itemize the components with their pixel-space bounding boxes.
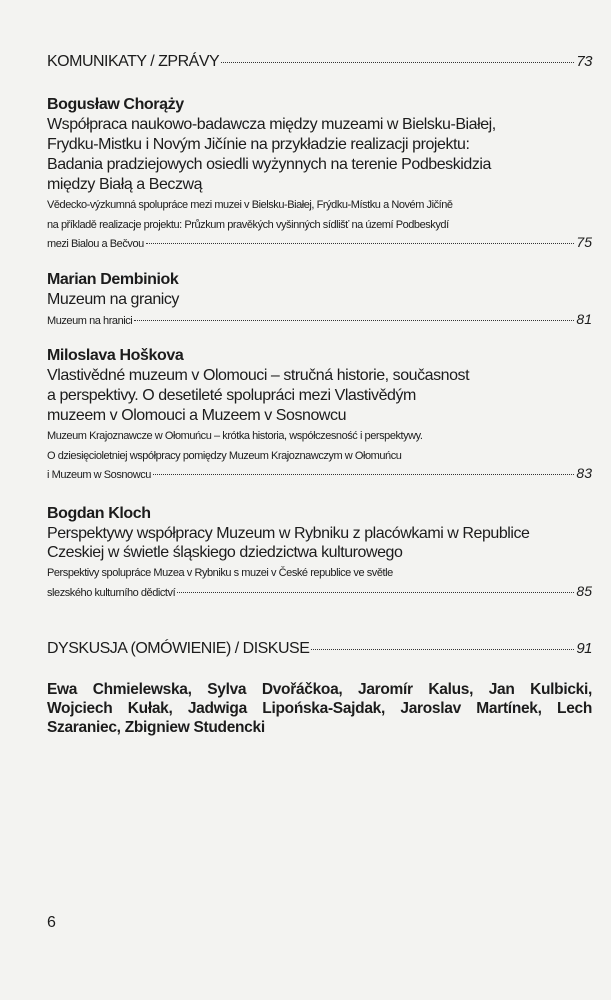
page-ref: 83 (576, 465, 592, 481)
page-ref: 81 (576, 311, 592, 327)
entry-title-line: między Białą a Beczwą (47, 176, 203, 193)
entry-subtitle-line: Muzeum na hranici (47, 315, 133, 327)
participants-line: Szaraniec, Zbigniew Studencki (47, 719, 265, 736)
entry-subtitle-line: slezského kulturního dědictví (47, 587, 176, 599)
participants-line: Ewa Chmielewska, Sylva Dvořáčkoa, Jaromír Kalus, Jan Kulbicki, (47, 681, 592, 698)
entry-author: Bogdan Kloch (47, 505, 151, 522)
entry-subtitle-line: O dziesięcioletniej współpracy pomiędzy Muzeum Krajoznawczym w Ołomuńcu (47, 450, 402, 462)
entry-title-line: Współpraca naukowo-badawcza między muzeami w Bielsku-Białej, (47, 116, 496, 133)
page-ref: 85 (576, 583, 592, 599)
entry-author: Bogusław Chorąży (47, 96, 184, 113)
entry-subtitle-line: na příkladě realizacje projektu: Průzkum pravěkých vyšinných sídlišť na území Podbeskydí (47, 219, 449, 231)
entry-title-line: Czeskiej w świetle śląskiego dziedzictwa kulturowego (47, 544, 403, 561)
entry-title-line: Badania pradziejowych osiedli wyżynnych na terenie Podbeskidzia (47, 156, 491, 173)
entry-leader-row (47, 311, 592, 329)
dot-leader (177, 592, 574, 593)
dot-leader (153, 474, 574, 475)
dot-leader (221, 62, 574, 63)
dot-leader (134, 320, 574, 321)
page-number: 6 (47, 914, 56, 931)
dot-leader (311, 649, 574, 650)
entry-author: Miloslava Hoškova (47, 347, 184, 364)
discussion-participants (47, 680, 592, 737)
entry-leader-row (47, 583, 592, 601)
entry-title-line: Frydku-Mistku i Novým Jičínie na przykładzie realizacji projektu: (47, 136, 470, 153)
entry-title-line: muzeem v Olomouci a Muzeem v Sosnowcu (47, 407, 347, 424)
page-ref: 75 (576, 234, 592, 250)
section-title: KOMUNIKATY / ZPRÁVY (47, 53, 220, 70)
dot-leader (146, 243, 575, 244)
page-ref: 91 (576, 640, 592, 657)
entry-subtitle-line: Perspektivy spolupráce Muzea v Rybniku s muzei v České republice ve světle (47, 567, 393, 579)
entry-subtitle-line: Vědecko-výzkumná spolupráce mezi muzei v Bielsku-Białej, Frýdku-Místku a Novém Jičíně (47, 199, 453, 211)
page-ref: 73 (576, 53, 592, 70)
entry-leader-row (47, 465, 592, 483)
toc-section-komunikaty (47, 52, 592, 72)
entry-author: Marian Dembiniok (47, 271, 179, 288)
toc-section-dyskusja (47, 639, 592, 659)
entry-title-line: Perspektywy współpracy Muzeum w Rybniku z placówkami w Republice (47, 525, 530, 542)
entry-title-line: a perspektivy. O desetileté spolupráci mezi Vlastivědým (47, 387, 416, 404)
entry-title-line: Muzeum na granicy (47, 291, 179, 308)
entry-subtitle-line: Muzeum Krajoznawcze w Ołomuńcu – krótka historia, współczesność i perspektywy. (47, 430, 423, 442)
participants-line: Wojciech Kułak, Jadwiga Lipońska-Sajdak, Jaroslav Martínek, Lech (47, 700, 592, 717)
entry-title-line: Vlastivědné muzeum v Olomouci – stručná historie, současnost (47, 367, 470, 384)
entry-leader-row (47, 234, 592, 252)
entry-subtitle-line: mezi Bialou a Bečvou (47, 238, 144, 250)
entry-subtitle-line: i Muzeum w Sosnowcu (47, 469, 151, 481)
section-title: DYSKUSJA (OMÓWIENIE) / DISKUSE (47, 640, 310, 657)
